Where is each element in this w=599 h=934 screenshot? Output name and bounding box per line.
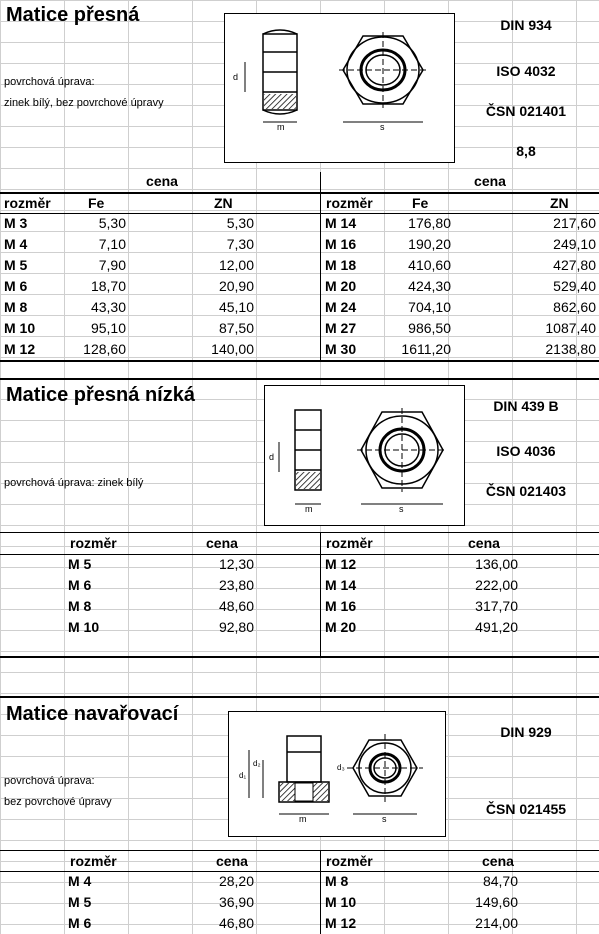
price-cell: 12,30 xyxy=(218,556,254,572)
hex-nut-diagram xyxy=(225,14,454,162)
section-border xyxy=(0,696,599,698)
size-cell: M 20 xyxy=(325,278,357,294)
price-zn-cell: 5,30 xyxy=(226,215,254,231)
col-header-size: rozměr xyxy=(4,195,51,211)
dim-d2-label: d₂ xyxy=(253,759,261,768)
price-cell: 48,60 xyxy=(218,598,254,614)
size-cell: M 12 xyxy=(325,915,357,931)
section-matice-presna xyxy=(0,0,599,362)
standard-csn: ČSN 021455 xyxy=(485,801,567,817)
size-cell: M 27 xyxy=(325,320,357,336)
dim-m-label: m xyxy=(305,504,313,514)
price-header-left: cena xyxy=(146,173,178,189)
col-header-fe: Fe xyxy=(412,195,429,211)
price-fe-cell: 5,30 xyxy=(98,215,126,231)
size-cell: M 6 xyxy=(4,278,28,294)
size-cell: M 8 xyxy=(4,299,28,315)
section-title: Matice přesná nízká xyxy=(6,384,195,406)
price-zn-cell: 529,40 xyxy=(553,278,596,294)
size-cell: M 6 xyxy=(68,577,92,593)
price-fe-cell: 1611,20 xyxy=(401,341,451,357)
size-cell: M 10 xyxy=(68,619,100,635)
col-header-size: rozměr xyxy=(326,853,373,869)
price-zn-cell: 1087,40 xyxy=(545,320,596,336)
price-zn-cell: 20,90 xyxy=(218,278,254,294)
size-cell: M 20 xyxy=(325,619,357,635)
price-fe-cell: 704,10 xyxy=(408,299,451,315)
column-divider xyxy=(320,172,321,362)
size-cell: M 16 xyxy=(325,236,357,252)
col-header-zn: ZN xyxy=(214,195,233,211)
col-header-price: cena xyxy=(482,853,514,869)
size-cell: M 16 xyxy=(325,598,357,614)
standard-iso: ISO 4032 xyxy=(496,63,556,79)
standard-csn: ČSN 021403 xyxy=(485,483,567,499)
size-cell: M 14 xyxy=(325,577,357,593)
price-zn-cell: 87,50 xyxy=(218,320,254,336)
strength-class: 8,8 xyxy=(516,143,536,159)
dim-d-label: d xyxy=(233,72,239,82)
price-cell: 136,00 xyxy=(475,556,518,572)
surface-note-detail: bez povrchové úpravy xyxy=(4,796,112,808)
weld-nut-diagram xyxy=(229,712,445,836)
size-cell: M 3 xyxy=(4,215,28,231)
surface-note: povrchová úprava: xyxy=(4,775,95,787)
price-fe-cell: 7,90 xyxy=(98,257,126,273)
nut-drawing xyxy=(224,13,455,163)
price-cell: 491,20 xyxy=(475,619,518,635)
price-header-right: cena xyxy=(474,173,506,189)
dim-m-label: m xyxy=(299,814,307,824)
size-cell: M 30 xyxy=(325,341,357,357)
price-fe-cell: 410,60 xyxy=(408,257,451,273)
column-divider xyxy=(320,533,321,657)
standard-iso: ISO 4036 xyxy=(496,443,556,459)
dim-m-label: m xyxy=(277,122,285,132)
price-zn-cell: 45,10 xyxy=(218,299,254,315)
price-cell: 317,70 xyxy=(475,598,518,614)
size-cell: M 4 xyxy=(68,873,92,889)
standard-din: DIN 929 xyxy=(500,724,552,740)
col-header-size: rozměr xyxy=(326,535,373,551)
nut-drawing xyxy=(228,711,446,837)
size-cell: M 12 xyxy=(325,556,357,572)
col-header-zn: ZN xyxy=(550,195,569,211)
dim-s-label: s xyxy=(399,504,404,514)
price-fe-cell: 43,30 xyxy=(90,299,126,315)
size-cell: M 18 xyxy=(325,257,357,273)
price-fe-cell: 7,10 xyxy=(98,236,126,252)
price-fe-cell: 18,70 xyxy=(90,278,126,294)
price-cell: 46,80 xyxy=(218,915,254,931)
size-cell: M 10 xyxy=(325,894,357,910)
column-divider xyxy=(320,851,321,934)
surface-note: povrchová úprava: zinek bílý xyxy=(4,477,144,489)
size-cell: M 4 xyxy=(4,236,28,252)
price-zn-cell: 12,00 xyxy=(218,257,254,273)
dim-d1-label: d₁ xyxy=(239,771,247,780)
price-fe-cell: 190,20 xyxy=(408,236,451,252)
col-header-price: cena xyxy=(216,853,248,869)
col-header-size: rozměr xyxy=(70,535,117,551)
size-cell: M 8 xyxy=(68,598,92,614)
price-zn-cell: 249,10 xyxy=(553,236,596,252)
price-fe-cell: 95,10 xyxy=(90,320,126,336)
standard-din: DIN 439 B xyxy=(493,398,559,414)
nut-drawing xyxy=(264,385,465,526)
price-cell: 23,80 xyxy=(218,577,254,593)
standard-din: DIN 934 xyxy=(500,17,552,33)
dim-d-label: d xyxy=(269,452,275,462)
size-cell: M 6 xyxy=(68,915,92,931)
price-cell: 92,80 xyxy=(218,619,254,635)
price-cell: 222,00 xyxy=(475,577,518,593)
price-zn-cell: 7,30 xyxy=(226,236,254,252)
price-fe-cell: 128,60 xyxy=(83,341,126,357)
section-border xyxy=(0,378,599,380)
col-header-size: rozměr xyxy=(70,853,117,869)
section-border xyxy=(0,360,599,362)
price-fe-cell: 424,30 xyxy=(408,278,451,294)
size-cell: M 8 xyxy=(325,873,349,889)
price-zn-cell: 217,60 xyxy=(553,215,596,231)
col-header-size: rozměr xyxy=(326,195,373,211)
section-border xyxy=(0,656,599,658)
price-zn-cell: 862,60 xyxy=(553,299,596,315)
col-header-price: cena xyxy=(206,535,238,551)
price-cell: 149,60 xyxy=(475,894,518,910)
size-cell: M 12 xyxy=(4,341,36,357)
price-fe-cell: 986,50 xyxy=(408,320,451,336)
price-cell: 36,90 xyxy=(218,894,254,910)
price-zn-cell: 140,00 xyxy=(211,341,254,357)
thin-hex-nut-diagram xyxy=(265,386,464,525)
price-zn-cell: 427,80 xyxy=(553,257,596,273)
section-title: Matice přesná xyxy=(6,4,140,26)
dim-d3-label: d₃ xyxy=(337,763,345,772)
surface-note-detail: zinek bílý, bez povrchové úpravy xyxy=(4,97,164,109)
size-cell: M 14 xyxy=(325,215,357,231)
price-zn-cell: 2138,80 xyxy=(545,341,596,357)
dim-s-label: s xyxy=(382,814,387,824)
price-cell: 214,00 xyxy=(475,915,518,931)
dim-s-label: s xyxy=(380,122,385,132)
size-cell: M 24 xyxy=(325,299,357,315)
size-cell: M 5 xyxy=(68,556,92,572)
size-cell: M 5 xyxy=(4,257,28,273)
size-cell: M 5 xyxy=(68,894,92,910)
price-cell: 28,20 xyxy=(218,873,254,889)
col-header-fe: Fe xyxy=(88,195,105,211)
price-fe-cell: 176,80 xyxy=(408,215,451,231)
col-header-price: cena xyxy=(468,535,500,551)
section-title: Matice navařovací xyxy=(6,703,179,725)
price-cell: 84,70 xyxy=(482,873,518,889)
standard-csn: ČSN 021401 xyxy=(485,103,567,119)
surface-note: povrchová úprava: xyxy=(4,76,95,88)
size-cell: M 10 xyxy=(4,320,36,336)
